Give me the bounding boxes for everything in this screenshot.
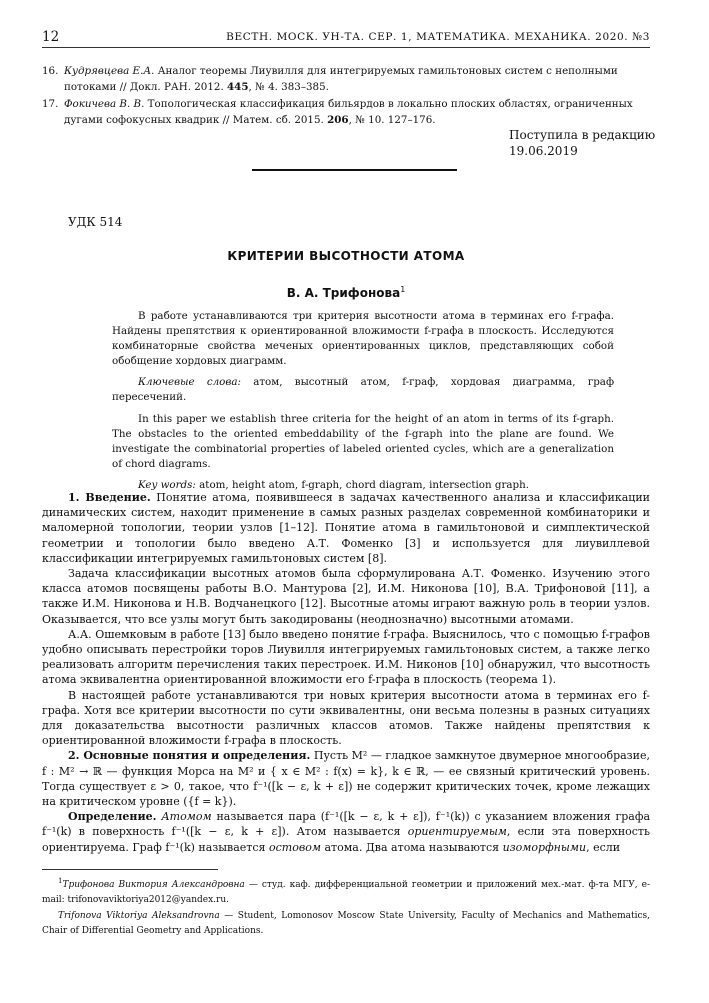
received-note (509, 128, 655, 159)
definition-term-atom: Атомом (161, 810, 212, 824)
references-list (42, 64, 650, 130)
footnote-ru-text: — студ. каф. дифференциальной геометрии и приложений мех.-мат. ф-та МГУ, e-mail: trifonovaviktoriya2012@yandex.ru. (42, 880, 650, 906)
footnote-en-name: Trifonova Viktoriya Aleksandrovna (58, 910, 220, 921)
definition-text: , если эта поверхность ориентируема. Граф f⁻¹(k) называется (42, 825, 651, 854)
received-label: Поступила в редакцию (509, 128, 656, 142)
received-date: 19.06.2019 (509, 143, 578, 158)
section2-text: Пусть M² — гладкое замкнутое двумерное многообразие, f : M² → ℝ — функция Морса на M² и { x ∈ M² : f(x) = k}, k ∈ ℝ, — ее связный критический уровень. Тогда существует ε > 0, такое, что f⁻¹([k − ε, k + ε]) не содержит критических точек, кроме лежащих на критическом уровне ({f = k}). (42, 749, 651, 809)
definition-term-isomorphic: изоморфными (502, 840, 587, 854)
reference-authors: Кудрявцева Е.А. (64, 65, 155, 77)
article-body (42, 490, 650, 855)
definition-term-orientable: ориентируемым (407, 825, 507, 839)
abstract-en: In this paper we establish three criteria for the height of an atom in terms of its f-graph. The obstacles to the oriented embeddability of the f-graph into the plane are found. We investigate the combinatorial properties of labeled oriented cycles, which are a generalization of chord diagrams. (112, 412, 614, 470)
reference-item (42, 97, 650, 128)
footnote-mark: 1 (58, 877, 63, 885)
keywords-ru-text: атом, высотный атом, f-граф, хордовая диаграмма, граф пересечений. (112, 376, 614, 404)
section2-heading: 2. Основные понятия и определения. (68, 749, 311, 763)
keywords-ru-label: Ключевые слова: (138, 376, 241, 389)
definition-text: атома. Два атома называются (320, 840, 503, 854)
article-author (42, 285, 650, 300)
definition-heading: Определение. (68, 810, 157, 824)
reference-volume: 445 (227, 80, 249, 93)
journal-title: ВЕСТН. МОСК. УН-ТА. СЕР. 1, МАТЕМАТИКА. МЕХАНИКА. 2020. №3 (226, 31, 650, 43)
section-separator (252, 169, 457, 171)
intro-paragraph: Задача классификации высотных атомов была сформулирована А.Т. Фоменко. Изучению этого класса атомов посвящены работы В.О. Мантурова [2], И.М. Никонова [10], В.А. Трифоновой [11], а также И.М. Никонова и Н.В. Водчанецкого [12]. Высотные атомы играют важную роль в теории узлов. Оказывается, что все узлы могут быть закодированы (неоднозначно) высотными атомами. (42, 567, 650, 626)
footnote-ru (42, 874, 650, 909)
intro-heading: 1. Введение. (68, 491, 151, 504)
reference-volume: 206 (327, 113, 349, 126)
reference-tail: , № 10. 127–176. (348, 113, 436, 126)
reference-tail: , № 4. 383–385. (248, 80, 329, 93)
reference-number: 17. (42, 98, 59, 111)
reference-text: Топологическая классификация бильярдов в локально плоских областях, ограниченных дугами софокусных квадрик // Матем. сб. 2015. (64, 98, 633, 126)
footnote-rule (42, 869, 218, 870)
reference-item (42, 64, 650, 95)
definition-text: называется пара (f⁻¹([k − ε, k + ε]), f⁻¹(k)) с указанием вложения графа f⁻¹(k) в поверхность f⁻¹([k − ε, k + ε]). Атом называется (42, 810, 651, 839)
author-footnote-mark: 1 (400, 285, 406, 294)
intro-paragraph (42, 490, 650, 566)
section2-paragraph (42, 748, 650, 809)
intro-paragraph: В настоящей работе устанавливаются три новых критерия высотности атома в терминах его f-графа. Хотя все критерии высотности по сути эквивалентны, они весьма полезны в разных ситуациях для доказательства высотности различных классов атомов. Также найдены препятствия к ориентированной вложимости f-графа в плоскость. (42, 688, 650, 748)
running-header (42, 27, 650, 47)
intro-text: Понятие атома, появившееся в задачах качественного анализа и классификации динамических систем, находит применение в самых разных разделах современной комбинаторики и маломерной топологии, теории узлов [1–12]. Понятие атома в гамильтоновой и симплектической геометрии и топологии было введено А.Т. Фоменко [3] и используется для лиувиллевой классификации интегрируемых гамильтоновых систем [8]. (42, 491, 651, 565)
definition-text: , если (586, 840, 621, 854)
keywords-ru (112, 375, 614, 405)
abstract-ru: В работе устанавливаются три критерия высотности атома в терминах его f-графа. Найдены препятствия к ориентированной вложимости f-графа в плоскость. Исследуются комбинаторные свойства меченых ориентированных циклов, представляющих собой обобщение хордовых диаграмм. (112, 310, 614, 368)
abstract (112, 309, 614, 499)
intro-paragraph: А.А. Ошемковым в работе [13] было введено понятие f-графа. Выяснилось, что с помощью f-графов удобно описывать перестройки торов Лиувилля интегрируемых гамильтоновых систем, а также легко реализовать алгоритм перечисления таких перестроек. И.М. Никонов [10] обнаружил, что высотность атома эквивалентна ориентированной вложимости его f-графа в плоскость (теорема 1). (42, 627, 650, 687)
footnote-ru-name: Трифонова Виктория Александровна (62, 880, 245, 890)
keywords-en-label: Key words: (138, 478, 196, 491)
reference-number: 16. (42, 65, 59, 77)
definition-term-skeleton: остовом (269, 840, 321, 854)
reference-authors: Фокичева В. В. (64, 98, 145, 111)
author-name: В. А. Трифонова (286, 286, 401, 300)
footnote-en-text: — Student, Lomonosov Moscow State University, Faculty of Mechanics and Mathematics, Chair of Differential Geometry and Applications. (42, 910, 650, 936)
article-title: КРИТЕРИИ ВЫСОТНОСТИ АТОМА (227, 249, 465, 263)
udk-code: УДК 514 (68, 215, 123, 229)
footnote-en (42, 909, 650, 940)
definition-paragraph (42, 809, 650, 855)
reference-text: Аналог теоремы Лиувилля для интегрируемых гамильтоновых систем с неполными потоками // Докл. РАН. 2012. (64, 65, 618, 93)
page-number: 12 (42, 29, 60, 45)
header-rule (42, 47, 650, 48)
keywords-en-text: atom, height atom, f-graph, chord diagram, intersection graph. (195, 478, 530, 491)
footnotes (42, 874, 650, 939)
